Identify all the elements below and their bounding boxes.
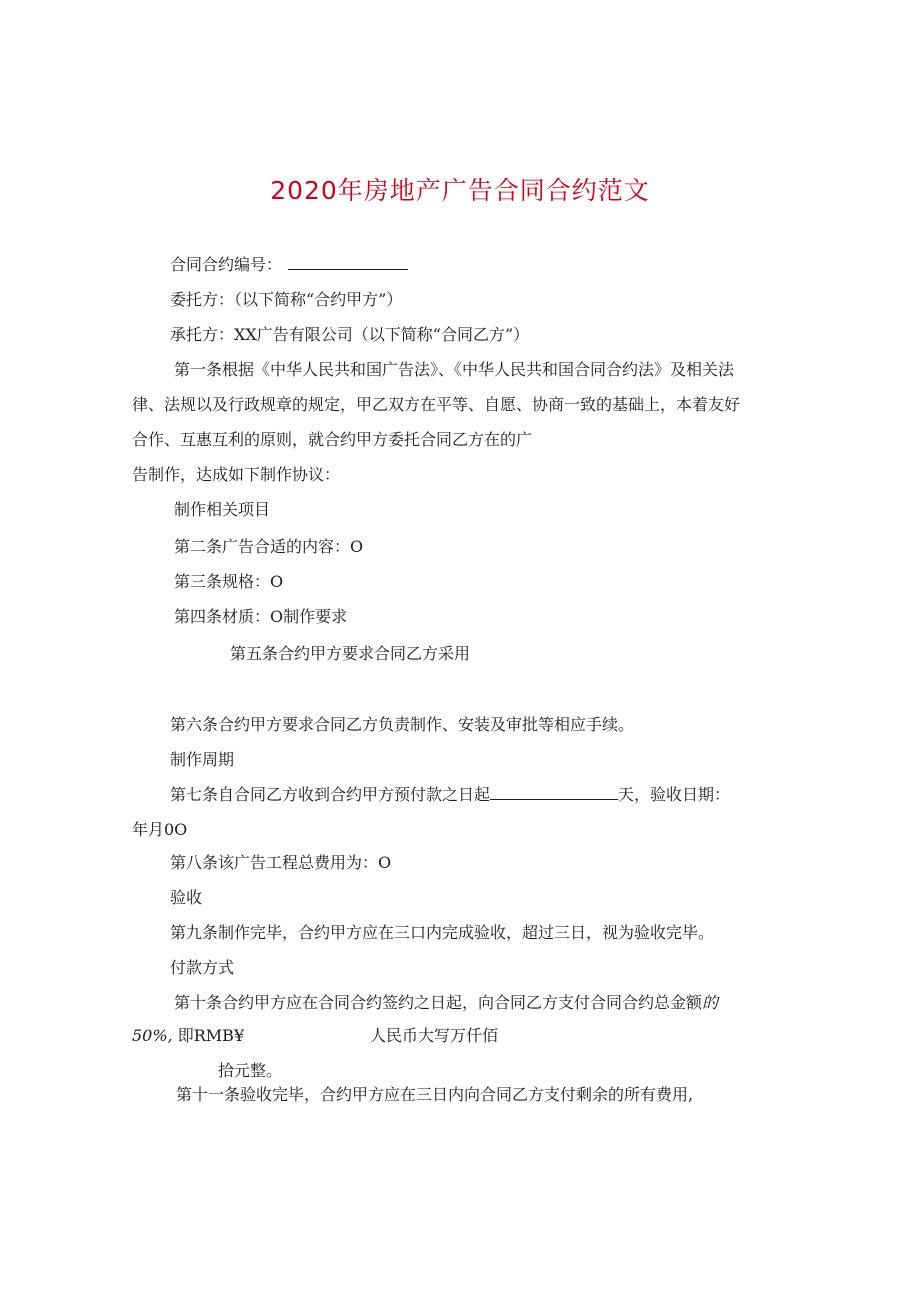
client-line: 委托方：（以下简称“合约甲方”） [170, 290, 403, 309]
section-heading-acceptance: 验收 [170, 888, 203, 907]
article-10-de: 的 [702, 993, 719, 1012]
section-heading-items: 制作相关项目 [174, 500, 271, 519]
article-1-line-3: 合作、互惠互利的原则，就合约甲方委托合同乙方在的广 [132, 430, 533, 449]
article-4: 第四条材质：O制作要求 [174, 607, 348, 626]
article-10-text: 第十条合约甲方应在合同合约签约之日起，向合同乙方支付合同合约总金额 [174, 993, 703, 1012]
article-1-line-2: 律、法规以及行政规章的规定，甲乙双方在平等、自愿、协商一致的基础上，本着友好 [132, 395, 741, 414]
article-7-text-before: 第七条自合同乙方收到合约甲方预付款之日起 [170, 785, 491, 804]
contract-number-line [170, 254, 408, 276]
article-7-date: 年月0O [132, 820, 188, 839]
section-heading-payment: 付款方式 [170, 958, 235, 977]
section-heading-period: 制作周期 [170, 750, 235, 769]
article-7-text-after: 天，验收日期： [618, 785, 731, 804]
article-9: 第九条制作完毕，合约甲方应在三口内完成验收，超过三日，视为验收完毕。 [170, 923, 715, 942]
article-10-line-1 [174, 992, 718, 1014]
article-3: 第三条规格：O [174, 572, 284, 591]
article-6: 第六条合约甲方要求合同乙方负责制作、安装及审批等相应手续。 [170, 715, 635, 734]
contract-number-blank [288, 255, 408, 270]
article-10-amount-words: 人民币大写万仟佰 [370, 1026, 499, 1045]
document-title: 2020年房地产广告合同合约范文 [270, 176, 650, 205]
article-8: 第八条该广告工程总费用为：O [170, 853, 392, 872]
article-1-line-1: 第一条根据《中华人民共和国广告法》、《中华人民共和国合同合约法》及相关法 [174, 360, 735, 379]
article-5: 第五条合约甲方要求合同乙方采用 [230, 644, 471, 663]
article-2: 第二条广告合适的内容：O [174, 537, 364, 556]
article-1-line-4: 告制作，达成如下制作协议： [132, 465, 341, 484]
article-11: 第十一条验收完毕，合约甲方应在三日内向合同乙方支付剩余的所有费用, [176, 1085, 694, 1104]
article-7-line-1 [170, 784, 730, 806]
contract-number-label: 合同合约编号： [170, 255, 283, 274]
article-10-line-2 [132, 1025, 244, 1047]
article-7-days-blank [490, 785, 618, 800]
article-10-percent: 50%, [132, 1026, 173, 1045]
article-10-line-3: 拾元整。 [218, 1061, 283, 1080]
article-10-rmb: 即RMB¥ [177, 1026, 245, 1045]
contractor-line: 承托方：XX广告有限公司（以下简称“合同乙方”） [170, 325, 530, 344]
